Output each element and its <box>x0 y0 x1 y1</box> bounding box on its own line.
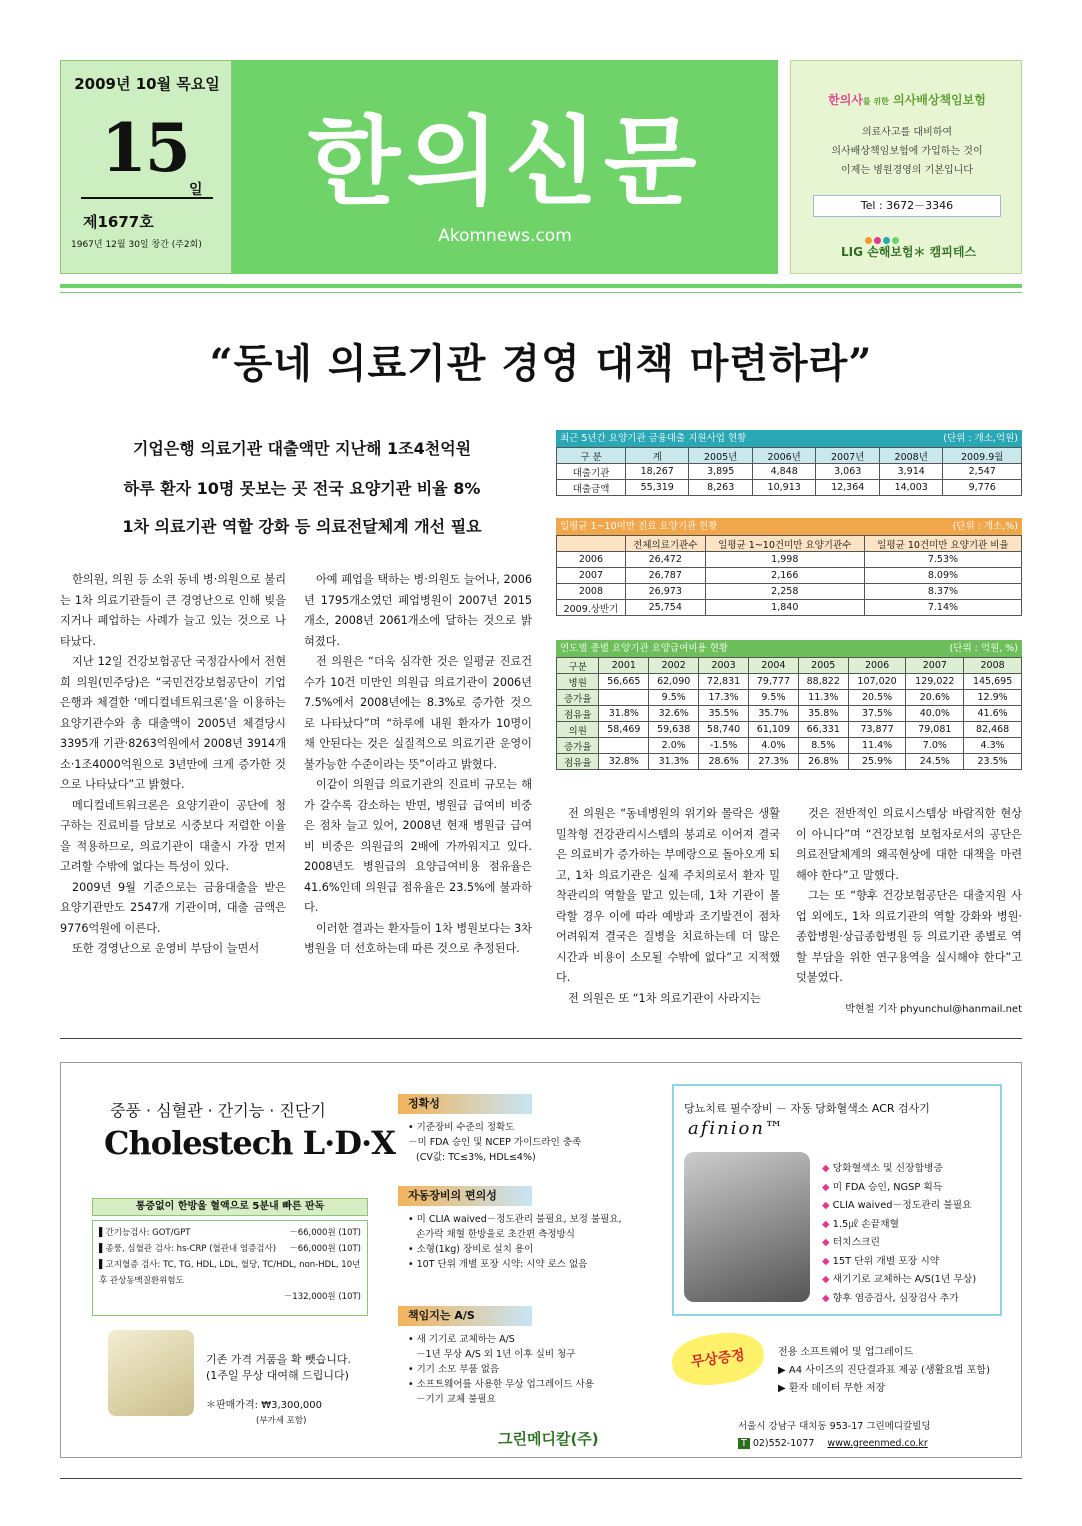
column-header: 2005년 <box>689 448 753 464</box>
column-header: 전체의료기관수 <box>625 536 705 552</box>
table-row <box>557 738 1022 754</box>
column-header: 2007 <box>906 658 964 674</box>
table-cell: 7.0% <box>906 738 964 754</box>
paragraph: 이러한 결과는 환자들이 1차 병원보다는 3차 병원을 더 선호하는데 따른 것으로 추정된다. <box>304 921 532 955</box>
paragraph: 이같이 의원급 의료기관의 진료비 규모는 해가 갈수록 감소하는 반면, 병원급 급여비 비중은 점차 늘고 있어, 2008년 현재 병원급 급여비 비중은 의원급의 2배에 가까워지고 있다. 2008년도 병원급의 요양급여비용 점유율은 41.6%인데 의원급 점유율은 23.5%에 불과하다. <box>304 778 532 914</box>
table-cell: 66,331 <box>798 722 848 738</box>
table-title: 연도별 종별 요양기관 요양급여비용 현황 <box>560 643 729 654</box>
paragraph: 한의원, 의원 등 소위 동네 병·의원으로 불리는 1차 의료기관들이 큰 경영난으로 인해 빚을 지거나 폐업하는 사례가 늘고 있는 것으로 나타났다. <box>60 573 286 648</box>
table-cell: 9,776 <box>943 480 1022 496</box>
test-name: ▌종풍, 심혈관 검사: hs-CRP (혈관내 염증검사) <box>99 1244 277 1254</box>
list-item <box>822 1253 976 1272</box>
table-cell: 72,831 <box>699 674 749 690</box>
table-cell: 61,109 <box>748 722 798 738</box>
afinion-feature-list <box>822 1160 976 1308</box>
table-row <box>557 754 1022 770</box>
table-cell: 2006 <box>557 552 626 568</box>
table-cell: 9.5% <box>649 690 699 706</box>
bullet-icon: ◆ <box>822 1255 833 1267</box>
column-header <box>557 536 626 552</box>
company-website-link[interactable]: www.greenmed.co.kr <box>827 1438 928 1449</box>
benefit-cost-table <box>556 640 1022 770</box>
paragraph: 메디컬네트워크론은 요양기관이 공단에 청구하는 진료비를 담보로 시중보다 저렴한 이율을 적용하므로, 의료기관이 대출시 가장 먼저 고려할 수밖에 없다는 특성이 있다. <box>60 798 286 873</box>
subhead: 기업은행 의료기관 대출액만 지난해 1조4천억원 <box>132 439 472 458</box>
phone-icon: T <box>738 1438 750 1449</box>
table-cell: 28.6% <box>699 754 749 770</box>
feature-body <box>408 1120 658 1165</box>
table-cell: 56,665 <box>599 674 649 690</box>
feature-text: 새기기로 교체하는 A/S(1년 무상) <box>832 1274 977 1285</box>
table-header-row <box>557 448 1022 464</box>
table-cell: 23.5% <box>964 754 1022 770</box>
row-label: 병원 <box>557 674 599 690</box>
site-url[interactable]: Akomnews.com <box>438 226 572 246</box>
insurance-ad[interactable] <box>790 60 1022 274</box>
feature-text: 1.5㎕ 손끝채혈 <box>832 1218 900 1230</box>
list-item <box>822 1179 976 1198</box>
table-cell: 35.7% <box>748 706 798 722</box>
feature-line: －1년 무상 A/S 외 1년 이후 실비 청구 <box>416 1349 576 1360</box>
headline: “동네 의료기관 경영 대책 마련하라” <box>209 340 873 387</box>
list-item: ▶ 환자 데이터 무한 저장 <box>778 1383 886 1394</box>
list-item <box>822 1160 976 1179</box>
afinion-title: 당뇨치료 필수장비 － 자동 당화혈색소 ACR 검사기 <box>684 1102 930 1115</box>
table-cell: 20.5% <box>848 690 906 706</box>
column-header: 일평균 1~10건미만 요양기관수 <box>705 536 864 552</box>
column-header: 2008 <box>964 658 1022 674</box>
table-cell: 18,267 <box>626 464 689 480</box>
list-item <box>822 1197 976 1216</box>
article-column-4 <box>796 804 1022 989</box>
paragraph: 아예 폐업을 택하는 병·의원도 늘어나, 2006년 1795개소였던 폐업병원이 2007년 2015개소, 2008년 2061개소에 달하는 것으로 밝혀졌다. <box>304 573 532 648</box>
data-table <box>556 657 1022 770</box>
table-header-row <box>557 536 1022 552</box>
ad-product: 의사배상책임보험 <box>893 93 986 107</box>
free-gift-heading: 전용 소프트웨어 및 업그레이드 <box>778 1347 914 1358</box>
table-title-bar <box>556 430 1022 447</box>
test-price: －132,000원 (10T) <box>283 1292 361 1302</box>
column-header: 2003 <box>699 658 749 674</box>
test-price: －66,000원 (10T) <box>289 1228 361 1238</box>
list-item <box>99 1257 361 1289</box>
table-cell: 7.14% <box>864 600 1021 616</box>
table-cell: 35.5% <box>699 706 749 722</box>
subhead: 하루 환자 10명 못보는 곳 전국 요양기관 비율 8% <box>123 479 481 498</box>
table-row <box>557 674 1022 690</box>
data-table <box>556 535 1022 616</box>
table-cell: 37.5% <box>848 706 906 722</box>
date-divider <box>81 197 213 199</box>
table-row <box>557 552 1022 568</box>
test-price: －66,000원 (10T) <box>289 1244 361 1254</box>
price-note-line: 기존 가격 거품을 확 뺏습니다. <box>206 1353 351 1366</box>
table-cell: 4.0% <box>748 738 798 754</box>
table-cell: 7.53% <box>864 552 1021 568</box>
paragraph: 것은 전반적인 의료시스템상 바람직한 현상이 아니다”며 “건강보험 보험자로서의 공단은 의료전달체계의 왜곡현상에 대한 대책을 마련해야 한다”고 말했다. <box>796 807 1022 882</box>
feature-heading: 책임지는 A/S <box>398 1306 532 1326</box>
table-cell: 62,090 <box>649 674 699 690</box>
cholestech-test-list <box>92 1220 368 1316</box>
paragraph: 전 의원은 “동네병원의 위기와 몰락은 생활밀착형 건강관리시스템의 붕괴로 이어져 결국은 의료비가 증가하는 부메랑으로 돌아오게 되고, 1차 의료기관은 실제 주치의로서 환자 밀착관리의 역할을 맡고 있는데, 1차 기관이 몰락할 경우 이에 따라 예방과 조기발견이 점차 어려워져 결국은 질병을 치료하는데 더 많은 시간과 비용이 소모될 수밖에 없다”고 지적했다. <box>556 807 780 984</box>
ad-company: LIG 손해보험＊ 캠피테스 <box>841 245 977 259</box>
newspaper-title: 한의신문 <box>307 105 703 218</box>
bullet-icon: ◆ <box>822 1163 833 1174</box>
article-column-1 <box>60 570 286 960</box>
masthead-rule <box>60 284 1022 288</box>
article-column-2 <box>304 570 532 960</box>
column-header: 2006년 <box>752 448 816 464</box>
feature-line: • 10T 단위 개별 포장 시약: 시약 로스 없음 <box>408 1259 588 1270</box>
row-label: 점유율 <box>557 706 599 722</box>
table-cell: 32.8% <box>599 754 649 770</box>
table-cell: 107,020 <box>848 674 906 690</box>
table-unit: (단위 : 억원, %) <box>949 643 1018 654</box>
column-header: 2004 <box>748 658 798 674</box>
column-header: 2008년 <box>879 448 943 464</box>
low-volume-clinic-table <box>556 518 1022 616</box>
table-cell: 79,081 <box>906 722 964 738</box>
column-header: 2009.9월 <box>943 448 1022 464</box>
ad-brand-word: 한의사 <box>828 93 863 107</box>
column-header: 2006 <box>848 658 906 674</box>
feature-text: 터치스크린 <box>832 1237 880 1248</box>
free-gift-badge: 무상증정 <box>669 1328 767 1390</box>
table-cell: 11.4% <box>848 738 906 754</box>
vat-note: (부가세 포함) <box>256 1416 307 1426</box>
cholestech-banner: 통증없이 한방울 혈액으로 5분내 빠른 판독 <box>92 1198 368 1216</box>
table-cell: 24.5% <box>906 754 964 770</box>
table-cell: 8.5% <box>798 738 848 754</box>
cholestech-tagline: 중풍 · 심혈관 · 간기능 · 진단기 <box>110 1101 326 1120</box>
article-column-3 <box>556 804 780 1009</box>
list-item <box>99 1225 361 1241</box>
table-cell: 73,877 <box>848 722 906 738</box>
paragraph: 전 의원은 또 “1차 의료기관이 사라지는 <box>568 991 761 1005</box>
day-unit: 일 <box>189 182 203 198</box>
table-cell: 41.6% <box>964 706 1022 722</box>
column-header: 구분 <box>557 658 599 674</box>
table-cell: 88,822 <box>798 674 848 690</box>
table-header-row <box>557 658 1022 674</box>
column-header: 일평균 10건미만 요양기관 비율 <box>864 536 1021 552</box>
table-cell: 59,638 <box>649 722 699 738</box>
subhead: 1차 의료기관 역할 강화 등 의료전달체계 개선 필요 <box>122 517 482 536</box>
issue-number: 제1677호 <box>83 213 154 231</box>
feature-line: 손가락 채혈 한방울로 초간편 측정방식 <box>416 1229 575 1240</box>
table-cell: 26,472 <box>625 552 705 568</box>
table-cell: 25.9% <box>848 754 906 770</box>
feature-line: (CV값: TC≤3%, HDL≤4%) <box>416 1152 536 1163</box>
table-cell: 대출기관 <box>557 464 626 480</box>
feature-line: • 소형(1kg) 장비로 설치 용이 <box>408 1244 534 1255</box>
row-label: 의원 <box>557 722 599 738</box>
column-header: 2002 <box>649 658 699 674</box>
table-title: 최근 5년간 요양기관 금융대출 지원사업 현황 <box>560 433 747 444</box>
table-cell: 12,364 <box>816 480 880 496</box>
table-cell: 58,469 <box>599 722 649 738</box>
table-row <box>557 690 1022 706</box>
masthead <box>232 60 778 274</box>
feature-text: 향후 염증검사, 심장검사 추가 <box>832 1292 959 1304</box>
table-row <box>557 584 1022 600</box>
byline[interactable]: 박현철 기자 phyunchul@hanmail.net <box>845 1004 1022 1015</box>
table-cell: 10,913 <box>752 480 816 496</box>
feature-line: • 기기 소모 부품 없음 <box>408 1364 500 1375</box>
table-cell <box>599 738 649 754</box>
table-cell: 82,468 <box>964 722 1022 738</box>
table-row <box>557 480 1022 496</box>
afinion-logo: afinion™ <box>688 1118 785 1139</box>
ad-for-word: 를 위한 <box>862 97 889 106</box>
paragraph: 그는 또 “향후 건강보험공단은 대출지원 사업 외에도, 1차 의료기관의 역할 강화와 병원·종합병원·상급종합병원 등 의료기관 종별로 역할 부담을 위한 연구용역을 실시해야 한다”고 덧붙였다. <box>796 889 1022 984</box>
table-cell: 1,998 <box>705 552 864 568</box>
bullet-icon: ◆ <box>822 1181 833 1193</box>
table-cell: 31.8% <box>599 706 649 722</box>
section-divider <box>60 1038 1022 1039</box>
table-cell: 대출금액 <box>557 480 626 496</box>
feature-text: 미 FDA 승인, NGSP 획득 <box>832 1181 943 1193</box>
column-header: 2005 <box>798 658 848 674</box>
price-note-line: (1주일 무상 대여해 드립니다) <box>206 1369 349 1382</box>
founded-note: 1967년 12월 30일 창간 (주2회) <box>71 240 202 250</box>
insurance-ad-body <box>801 123 1013 180</box>
paragraph: 전 의원은 “더욱 심각한 것은 일평균 진료건수가 10건 미만인 의원급 의료기관이 2006년 7.5%에서 2008년에는 8.3%로 증가한 것으로 나타났다”며 “하루에 내원 환자가 10명이 채 안된다는 것은 실질적으로 의료기관 운영이 불가능한 수준이라는 뜻”이라고 밝혔다. <box>304 655 532 771</box>
test-name: ▌고지혈증 검사: TC, TG, HDL, LDL, 혈당, TC/HDL, non-HDL, 10년 후 관상동맥질환위험도 <box>99 1260 361 1286</box>
feature-line: • 새 기기로 교체하는 A/S <box>408 1334 515 1345</box>
page-bottom-rule <box>60 1478 1022 1479</box>
bullet-icon: ◆ <box>822 1218 833 1230</box>
table-cell: 145,695 <box>964 674 1022 690</box>
issue-date: 2009년 10월 목요일 <box>74 75 220 93</box>
feature-line: • 소프트웨어를 사용한 무상 업그레이드 사용 <box>408 1379 594 1390</box>
table-cell: 2,547 <box>943 464 1022 480</box>
table-title-bar <box>556 640 1022 657</box>
table-cell: 4.3% <box>964 738 1022 754</box>
feature-text: 15T 단위 개별 포장 시약 <box>832 1255 940 1267</box>
feature-line: • 미 CLIA waived－정도관리 불필요, 보정 불필요, <box>408 1214 622 1225</box>
table-cell: 11.3% <box>798 690 848 706</box>
table-cell: 58,740 <box>699 722 749 738</box>
table-cell: 27.3% <box>748 754 798 770</box>
list-item <box>99 1289 361 1305</box>
row-label: 증가율 <box>557 738 599 754</box>
table-row <box>557 600 1022 616</box>
bullet-icon: ◆ <box>822 1237 833 1248</box>
table-cell: 129,022 <box>906 674 964 690</box>
table-cell: 1,840 <box>705 600 864 616</box>
bullet-icon: ◆ <box>822 1292 833 1304</box>
afinion-device-image <box>684 1152 810 1302</box>
paragraph: 또한 경영난으로 운영비 부담이 늘면서 <box>72 942 260 955</box>
table-cell: 8.09% <box>864 568 1021 584</box>
table-cell: 4,848 <box>752 464 816 480</box>
bullet-icon: ◆ <box>822 1200 833 1211</box>
table-unit: (단위 : 개소,%) <box>952 521 1018 532</box>
feature-body <box>408 1212 658 1272</box>
table-row <box>557 706 1022 722</box>
list-item: ▶ A4 사이즈의 진단결과표 제공 (생활요법 포함) <box>778 1365 990 1376</box>
table-cell: 2009.상반기 <box>557 600 626 616</box>
table-cell: 14,003 <box>879 480 943 496</box>
day-number: 15 <box>101 109 189 187</box>
table-cell: 32.6% <box>649 706 699 722</box>
table-cell: 79,777 <box>748 674 798 690</box>
paragraph: 2009년 9월 기준으로는 금융대출을 받은 요양기관만도 2547개 기관이며, 대출 금액은 9776억원에 이른다. <box>60 880 286 935</box>
feature-body <box>408 1332 658 1407</box>
table-cell: 55,319 <box>626 480 689 496</box>
column-header: 계 <box>626 448 689 464</box>
list-item <box>822 1234 976 1253</box>
ad-line: 의료사고를 대비하여 <box>861 127 953 138</box>
price-note <box>206 1352 351 1384</box>
ad-line: 이제는 병원경영의 기본입니다 <box>841 165 973 176</box>
table-cell: 20.6% <box>906 690 964 706</box>
feature-text: 당화혈색소 및 신장합병증 <box>832 1163 943 1174</box>
bullet-icon: ◆ <box>822 1274 833 1285</box>
table-cell: 40.0% <box>906 706 964 722</box>
insurance-ad-heading <box>791 91 1023 108</box>
table-cell: 26,787 <box>625 568 705 584</box>
company-contact <box>738 1438 928 1449</box>
loan-support-table <box>556 430 1022 496</box>
table-cell: 12.9% <box>964 690 1022 706</box>
ad-line: 의사배상책임보험에 가입하는 것이 <box>831 146 983 157</box>
table-cell: 25,754 <box>625 600 705 616</box>
paragraph: 지난 12일 건강보험공단 국정감사에서 전현희 의원(민주당)은 “국민건강보험공단이 기업은행과 체결한 ‘메디컬네트워크론’을 이용하는 요양기관수와 총 대출액이 2005년 체결당시 3395개 기관·8263억원에서 2008년 3914개소·1조4000억원으로 3년만에 크게 증가한 것으로 나타났다”고 밝혔다. <box>60 655 286 791</box>
table-title: 일평균 1~10미만 진료 요양기관 현황 <box>560 521 718 532</box>
table-cell: 8,263 <box>689 480 753 496</box>
table-cell: 2,166 <box>705 568 864 584</box>
company-address: 서울시 강남구 대치동 953-17 그린메디칼빌딩 <box>738 1421 931 1432</box>
feature-heading: 자동장비의 편의성 <box>398 1186 532 1206</box>
cholestech-logo: Cholestech L·D·X <box>104 1124 395 1162</box>
table-cell: 26,973 <box>625 584 705 600</box>
table-cell <box>599 690 649 706</box>
table-cell: 9.5% <box>748 690 798 706</box>
list-item <box>822 1290 976 1309</box>
list-item <box>99 1241 361 1257</box>
table-cell: 2.0% <box>649 738 699 754</box>
column-header: 구 분 <box>557 448 626 464</box>
feature-line: －기기 교체 불필요 <box>416 1394 496 1405</box>
table-cell: 35.8% <box>798 706 848 722</box>
company-logo: 그린메디칼(주) <box>498 1430 599 1448</box>
table-cell: 31.3% <box>649 754 699 770</box>
list-item <box>822 1216 976 1235</box>
feature-line: －미 FDA 승인 및 NCEP 가이드라인 충족 <box>408 1137 582 1148</box>
table-cell: 2007 <box>557 568 626 584</box>
feature-line: • 기준장비 수준의 정확도 <box>408 1122 515 1133</box>
table-cell: 2,258 <box>705 584 864 600</box>
sale-price: ＊판매가격: ₩3,300,000 <box>206 1400 322 1411</box>
data-table <box>556 447 1022 496</box>
table-title-bar <box>556 518 1022 535</box>
date-box <box>60 60 232 274</box>
table-cell: -1.5% <box>699 738 749 754</box>
table-row <box>557 568 1022 584</box>
table-cell: 3,914 <box>879 464 943 480</box>
table-cell: 3,895 <box>689 464 753 480</box>
masthead-rule-thin <box>60 292 1022 293</box>
table-unit: (단위 : 개소,억원) <box>943 433 1018 444</box>
column-header: 2001 <box>599 658 649 674</box>
table-cell: 8.37% <box>864 584 1021 600</box>
table-row <box>557 464 1022 480</box>
ad-phone: Tel : 3672－3346 <box>813 195 1001 217</box>
table-cell: 26.8% <box>798 754 848 770</box>
free-gift-list <box>778 1344 990 1398</box>
row-label: 점유율 <box>557 754 599 770</box>
table-cell: 3,063 <box>816 464 880 480</box>
table-row <box>557 722 1022 738</box>
feature-heading: 정확성 <box>398 1094 532 1114</box>
row-label: 증가율 <box>557 690 599 706</box>
feature-text: CLIA waived－정도관리 불필요 <box>832 1200 972 1211</box>
list-item <box>822 1271 976 1290</box>
table-cell: 17.3% <box>699 690 749 706</box>
table-cell: 2008 <box>557 584 626 600</box>
column-header: 2007년 <box>816 448 880 464</box>
test-name: ▌간기능검사: GOT/GPT <box>99 1228 191 1238</box>
cholestech-device-image <box>108 1330 194 1416</box>
company-phone: 02)552-1077 <box>752 1438 815 1449</box>
